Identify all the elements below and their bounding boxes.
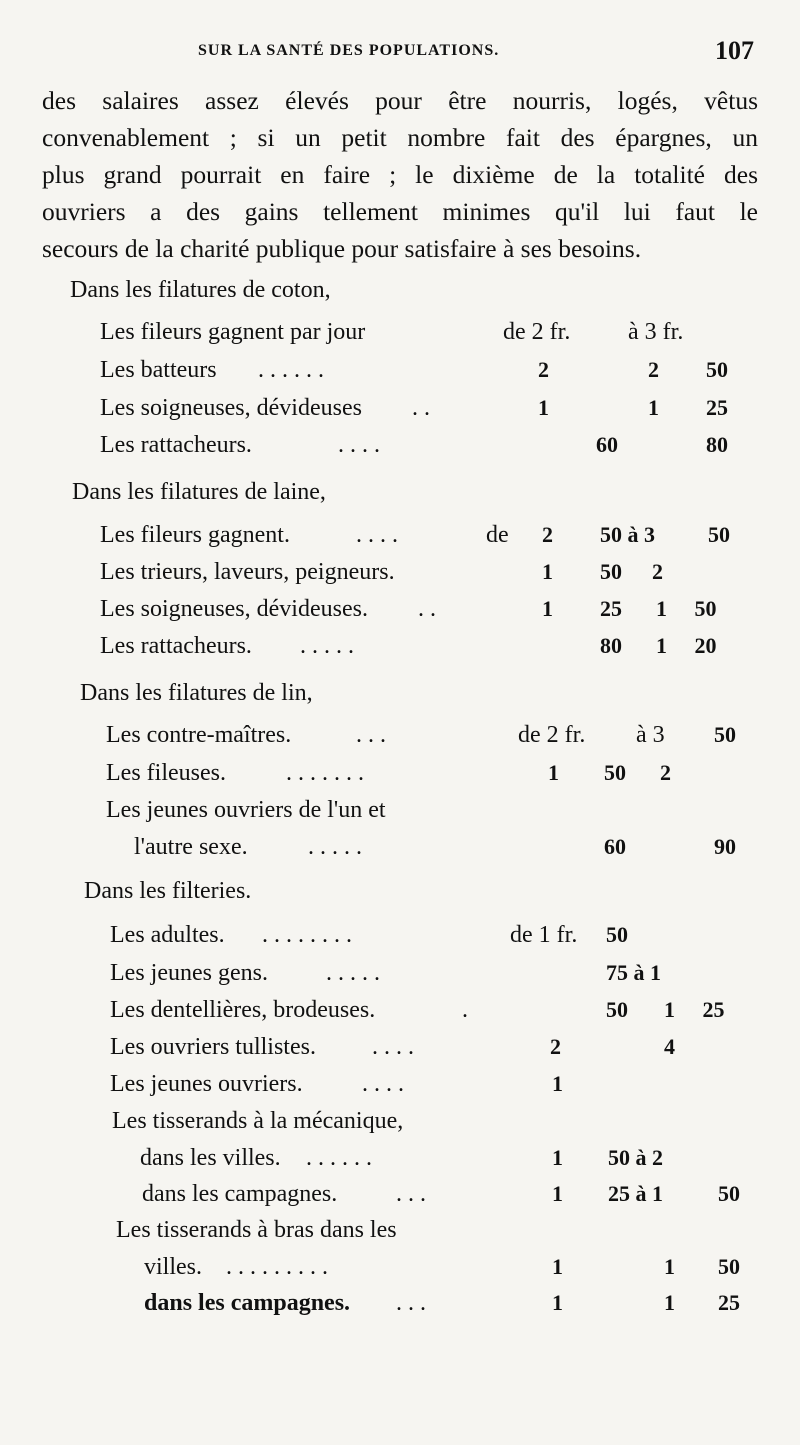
rate-cents: 25 bbox=[718, 1290, 740, 1315]
row-label: Les fileuses. bbox=[106, 760, 226, 786]
leader-dots: . . . bbox=[356, 722, 386, 748]
rate-to: 80 bbox=[706, 432, 728, 457]
table-row bbox=[0, 1140, 800, 1176]
rate-from: 1 bbox=[552, 1145, 563, 1170]
table-row bbox=[0, 1066, 800, 1102]
table-row bbox=[0, 554, 800, 590]
leader-dots: . . . . . . bbox=[258, 357, 324, 383]
rate-mid: 50 à 2 bbox=[608, 1145, 663, 1170]
rate-mid: 80 bbox=[600, 633, 622, 658]
table-row bbox=[0, 591, 800, 627]
rate-to: 90 bbox=[714, 834, 736, 859]
section-title-filteries: Dans les filteries. bbox=[84, 878, 252, 904]
leader-dots: . bbox=[462, 997, 468, 1023]
rate-to: 1 bbox=[664, 1290, 675, 1315]
rate-to: 2 bbox=[648, 357, 659, 382]
row-label: Les dentellières, brodeuses. bbox=[110, 997, 376, 1023]
rate-from: 1 bbox=[542, 559, 553, 584]
rate-to: à 3 fr. bbox=[628, 319, 684, 345]
rate-to: 2 bbox=[660, 760, 671, 785]
leader-dots: . . . . . bbox=[300, 633, 354, 659]
rate-cents: 50 bbox=[708, 522, 730, 547]
rate-mid: 25 à 1 bbox=[608, 1181, 663, 1206]
leader-dots: . . bbox=[412, 395, 430, 421]
leader-dots: . . . . bbox=[356, 522, 398, 548]
rate-from: de 2 fr. bbox=[518, 722, 586, 748]
leader-dots: . . . . bbox=[338, 432, 380, 458]
row-label: Les soigneuses, dévideuses bbox=[100, 395, 362, 421]
table-row bbox=[0, 1103, 800, 1139]
row-label: dans les campagnes. bbox=[144, 1290, 351, 1316]
leader-dots: . . . . . . . . bbox=[262, 922, 352, 948]
rate-mid: 50 bbox=[606, 922, 628, 947]
row-label: Les adultes. bbox=[110, 922, 225, 948]
rate-cents: 50 bbox=[706, 357, 728, 382]
rate-to: à 3 bbox=[636, 722, 665, 748]
row-label: Les tisserands à bras dans les bbox=[116, 1217, 397, 1243]
table-row bbox=[0, 390, 800, 426]
table-row bbox=[0, 628, 800, 664]
table-row bbox=[0, 1212, 800, 1248]
row-label: Les fileurs gagnent. bbox=[100, 522, 290, 548]
rate-to: 1 bbox=[648, 395, 659, 420]
row-label: Les rattacheurs. bbox=[100, 633, 252, 659]
rate-to: 1 20 bbox=[656, 633, 717, 658]
paragraph-line: plus grand pourrait en faire ; le dixième de la totalité des bbox=[42, 160, 758, 189]
table-row bbox=[0, 314, 800, 350]
rate-mid: 50 à 3 bbox=[600, 522, 655, 547]
rate-to: 1 bbox=[664, 1254, 675, 1279]
table-row bbox=[0, 1029, 800, 1065]
paragraph-line: convenablement ; si un petit nombre fait des épargnes, un bbox=[42, 123, 758, 152]
table-row bbox=[0, 955, 800, 991]
page-header bbox=[0, 36, 800, 76]
row-label: dans les campagnes. bbox=[142, 1181, 338, 1207]
rate-to: 2 bbox=[652, 559, 663, 584]
table-row bbox=[0, 427, 800, 463]
rate-from: 2 bbox=[542, 522, 553, 547]
section-title-coton: Dans les filatures de coton, bbox=[70, 277, 331, 303]
leader-dots: . . . bbox=[396, 1290, 426, 1316]
leader-dots: . . . . . . . . . bbox=[226, 1254, 328, 1280]
rate-from: 1 bbox=[538, 395, 549, 420]
leader-dots: . . . . . bbox=[326, 960, 380, 986]
section-title-laine: Dans les filatures de laine, bbox=[72, 479, 326, 505]
leader-dots: . . . . bbox=[362, 1071, 404, 1097]
rate-from: 1 bbox=[542, 596, 553, 621]
rate-to: 1 50 bbox=[656, 596, 717, 621]
table-row bbox=[0, 1249, 800, 1285]
rate-cents: 25 bbox=[706, 395, 728, 420]
row-label: Les batteurs bbox=[100, 357, 217, 383]
rate-cents: 50 bbox=[718, 1181, 740, 1206]
leader-dots: . . . . bbox=[372, 1034, 414, 1060]
rate-from: 2 bbox=[550, 1034, 561, 1059]
rate-prefix: de bbox=[486, 522, 509, 548]
rate-from: 1 bbox=[552, 1290, 563, 1315]
rate-from: 2 bbox=[538, 357, 549, 382]
table-row bbox=[0, 517, 800, 553]
rate-from: 1 bbox=[548, 760, 559, 785]
page-number: 107 bbox=[715, 36, 754, 65]
table-row bbox=[0, 917, 800, 953]
table-row bbox=[0, 352, 800, 388]
leader-dots: . . . . . . . bbox=[286, 760, 364, 786]
rate-from: 1 bbox=[552, 1254, 563, 1279]
row-label: l'autre sexe. bbox=[134, 834, 248, 860]
rate-cents: 50 bbox=[718, 1254, 740, 1279]
rate-cents: 50 bbox=[714, 722, 736, 747]
table-row bbox=[0, 1285, 800, 1321]
paragraph-line: ouvriers a des gains tellement minimes qu'il lui faut le bbox=[42, 197, 758, 226]
leader-dots: . . . bbox=[396, 1181, 426, 1207]
rate-from: 1 bbox=[552, 1071, 563, 1096]
rate-to: 4 bbox=[664, 1034, 675, 1059]
row-label: Les tisserands à la mécanique, bbox=[112, 1108, 404, 1134]
intro-paragraph bbox=[42, 82, 758, 267]
row-label: Les contre-maîtres. bbox=[106, 722, 292, 748]
running-head: SUR LA SANTÉ DES POPULATIONS. bbox=[198, 42, 500, 59]
leader-dots: . . . . . bbox=[308, 834, 362, 860]
row-label: Les fileurs gagnent par jour bbox=[100, 319, 366, 345]
table-row bbox=[0, 829, 800, 865]
table-row bbox=[0, 755, 800, 791]
row-label: Les trieurs, laveurs, peigneurs. bbox=[100, 559, 395, 585]
rate-mid: 75 à 1 bbox=[606, 960, 661, 985]
leader-dots: . . . . . . bbox=[306, 1145, 372, 1171]
rate-mid: 50 bbox=[604, 760, 626, 785]
rate-from: 1 bbox=[552, 1181, 563, 1206]
row-label: Les soigneuses, dévideuses. bbox=[100, 596, 368, 622]
rate-to: 1 25 bbox=[664, 997, 725, 1022]
rate-from: de 1 fr. bbox=[510, 922, 578, 948]
row-label: Les jeunes ouvriers. bbox=[110, 1071, 303, 1097]
table-row bbox=[0, 992, 800, 1028]
section-title-lin: Dans les filatures de lin, bbox=[80, 680, 313, 706]
row-label: Les ouvriers tullistes. bbox=[110, 1034, 316, 1060]
paragraph-line: secours de la charité publique pour satisfaire à ses besoins. bbox=[42, 234, 642, 263]
row-label: dans les villes. bbox=[140, 1145, 281, 1171]
leader-dots: . . bbox=[418, 596, 436, 622]
row-label: villes. bbox=[144, 1254, 202, 1280]
row-label: Les rattacheurs. bbox=[100, 432, 252, 458]
table-row bbox=[0, 1176, 800, 1212]
rate-from: 60 bbox=[596, 432, 618, 457]
rate-mid: 25 bbox=[600, 596, 622, 621]
table-row bbox=[0, 792, 800, 828]
paragraph-line: des salaires assez élevés pour être nourris, logés, vêtus bbox=[42, 86, 758, 115]
rate-from: de 2 fr. bbox=[503, 319, 571, 345]
row-label: Les jeunes ouvriers de l'un et bbox=[106, 797, 386, 823]
rate-mid: 50 bbox=[600, 559, 622, 584]
table-row bbox=[0, 717, 800, 753]
row-label: Les jeunes gens. bbox=[110, 960, 268, 986]
rate-from: 60 bbox=[604, 834, 626, 859]
rate-mid: 50 bbox=[606, 997, 628, 1022]
